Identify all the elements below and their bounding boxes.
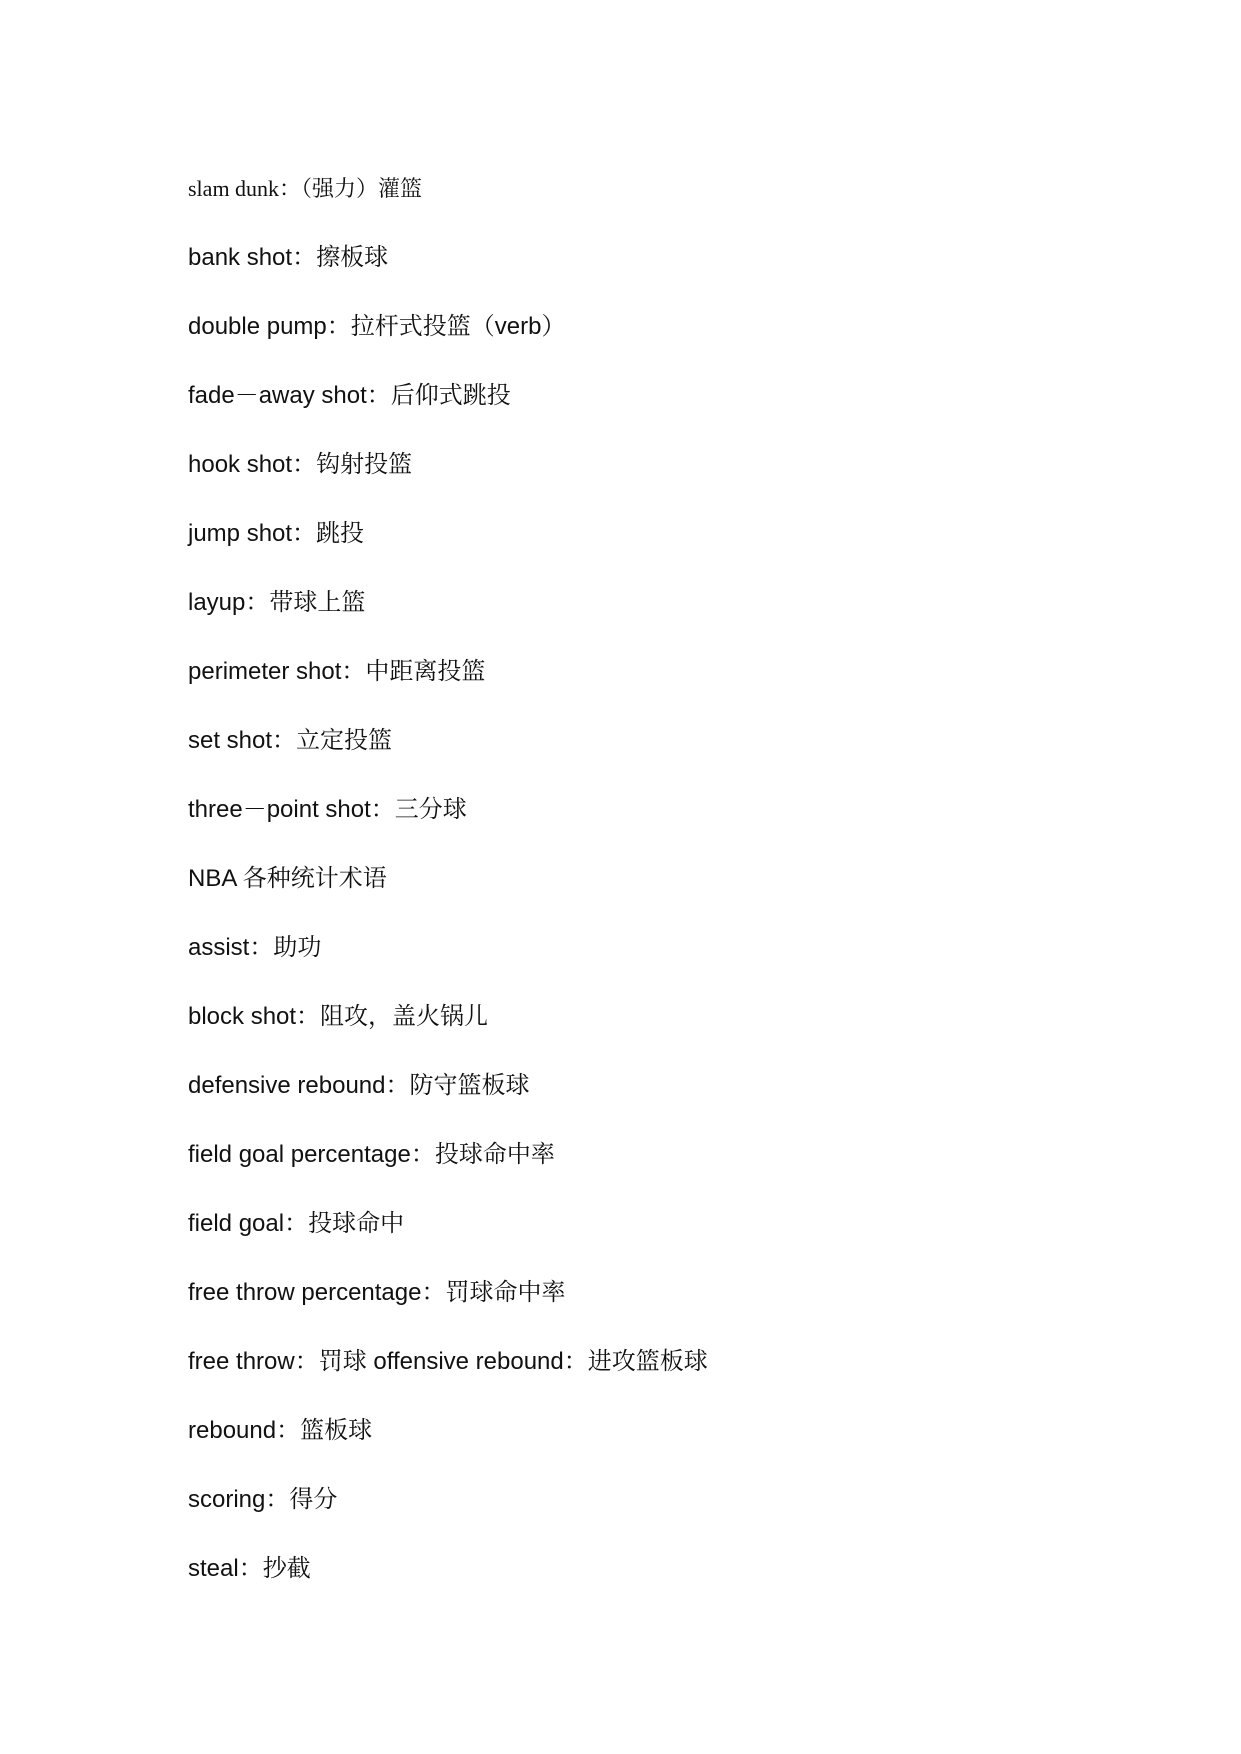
term-line: free throw：罚球 offensive rebound：进攻篮板球 xyxy=(188,1348,708,1375)
term-line: three－point shot：三分球 xyxy=(188,796,467,823)
term-line: rebound：篮板球 xyxy=(188,1417,373,1444)
term-line: field goal percentage：投球命中率 xyxy=(188,1141,555,1168)
term-line: double pump：拉杆式投篮（verb） xyxy=(188,313,566,340)
term-line: defensive rebound：防守篮板球 xyxy=(188,1072,530,1099)
term-line: assist：助功 xyxy=(188,934,322,961)
term-line: set shot：立定投篮 xyxy=(188,727,393,754)
term-line: slam dunk：（强力）灌篮 xyxy=(188,176,423,201)
term-line: perimeter shot：中距离投篮 xyxy=(188,658,486,685)
term-line: jump shot：跳投 xyxy=(188,520,365,547)
section-heading: NBA 各种统计术语 xyxy=(188,865,387,892)
term-line: field goal：投球命中 xyxy=(188,1210,405,1237)
term-line: hook shot：钩射投篮 xyxy=(188,451,413,478)
term-line: free throw percentage：罚球命中率 xyxy=(188,1279,566,1306)
term-line: scoring：得分 xyxy=(188,1486,338,1513)
term-line: steal：抄截 xyxy=(188,1555,311,1582)
term-line: block shot：阻攻，盖火锅儿 xyxy=(188,1003,489,1030)
term-line: bank shot：擦板球 xyxy=(188,244,389,271)
term-line: fade－away shot：后仰式跳投 xyxy=(188,382,511,409)
term-line: layup：带球上篮 xyxy=(188,589,366,616)
term-list xyxy=(188,174,708,1623)
